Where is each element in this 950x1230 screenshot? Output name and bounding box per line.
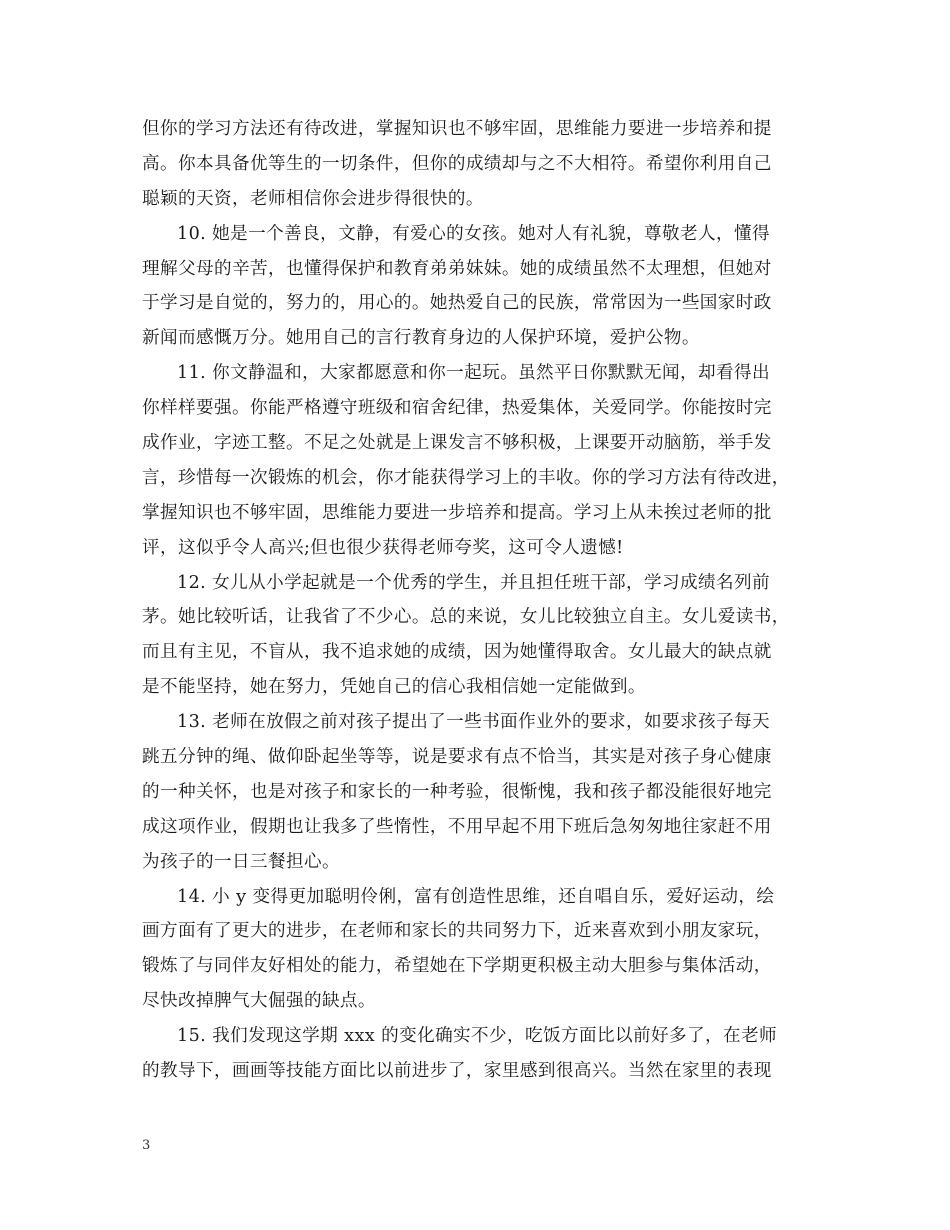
page-number: 3 [142, 1138, 151, 1153]
paragraph-line: 高。你本具备优等生的一切条件，但你的成绩却与之不大相符。希望你利用自己 [142, 153, 772, 174]
paragraph-line: 画方面有了更大的进步，在老师和家长的共同努力下，近来喜欢到小朋友家玩， [142, 921, 772, 942]
paragraph [142, 705, 812, 879]
paragraph-line: 12. 女儿从小学起就是一个优秀的学生，并且担任班干部，学习成绩名列前 [177, 572, 770, 593]
paragraph [142, 880, 812, 1020]
paragraph [142, 112, 812, 217]
paragraph-line: 而且有主见，不盲从，我不追求她的成绩，因为她懂得取舍。女儿最大的缺点就 [142, 642, 772, 663]
paragraph-line: 成作业，字迹工整。不足之处就是上课发言不够积极，上课要开动脑筋，举手发 [142, 433, 772, 454]
paragraph-line: 10. 她是一个善良，文静，有爱心的女孩。她对人有礼貌，尊敬老人，懂得 [177, 223, 770, 244]
paragraph-line: 但你的学习方法还有待改进，掌握知识也不够牢固，思维能力要进一步培养和提 [142, 119, 772, 139]
paragraph-line: 的一种关怀，也是对孩子和家长的一种考验，很惭愧，我和孩子都没能很好地完 [142, 781, 772, 802]
paragraph-line: 评，这似乎令人高兴;但也很少获得老师夸奖，这可令人遗憾! [142, 537, 624, 558]
paragraph-line: 成这项作业，假期也让我多了些惰性，不用早起不用下班后急匆匆地往家赶不用 [142, 816, 772, 837]
paragraph-line: 茅。她比较听话，让我省了不少心。总的来说，女儿比较独立自主。女儿爱读书， [142, 607, 790, 628]
paragraph-line: 13. 老师在放假之前对孩子提出了一些书面作业外的要求，如要求孩子每天 [177, 712, 770, 733]
paragraph-line: 15. 我们发现这学期 xxx 的变化确实不少，吃饭方面比以前好多了，在老师 [177, 1026, 777, 1047]
paragraph-line: 是不能坚持，她在努力，凭她自己的信心我相信她一定能做到。 [142, 677, 646, 698]
paragraph-line: 11. 你文静温和，大家都愿意和你一起玩。虽然平日你默默无闻，却看得出 [177, 363, 770, 384]
paragraph-line: 14. 小 y 变得更加聪明伶俐，富有创造性思维，还自唱自乐，爱好运动，绘 [177, 886, 775, 907]
document-body [142, 112, 812, 1089]
paragraph-line: 尽快改掉脾气大倔强的缺点。 [142, 991, 376, 1012]
paragraph [142, 356, 812, 565]
paragraph [142, 217, 812, 357]
paragraph-line: 新闻而感慨万分。她用自己的言行教育身边的人保护环境，爱护公物。 [142, 328, 700, 349]
paragraph-line: 你样样要强。你能严格遵守班级和宿舍纪律，热爱集体，关爱同学。你能按时完 [142, 398, 772, 419]
paragraph-line: 为孩子的一日三餐担心。 [142, 851, 340, 872]
paragraph-line: 的教导下，画画等技能方面比以前进步了，家里感到很高兴。当然在家里的表现 [142, 1061, 772, 1082]
paragraph-line: 聪颖的天资，老师相信你会进步得很快的。 [142, 188, 484, 209]
paragraph [142, 1019, 812, 1089]
paragraph-line: 掌握知识也不够牢固，思维能力要进一步培养和提高。学习上从未挨过老师的批 [142, 502, 772, 523]
paragraph-line: 言，珍惜每一次锻炼的机会，你才能获得学习上的丰收。你的学习方法有待改进， [142, 467, 790, 488]
paragraph-line: 于学习是自觉的，努力的，用心的。她热爱自己的民族，常常因为一些国家时政 [142, 293, 772, 314]
paragraph-line: 跳五分钟的绳、做仰卧起坐等等，说是要求有点不恰当，其实是对孩子身心健康 [142, 747, 772, 768]
paragraph-line: 锻炼了与同伴友好相处的能力，希望她在下学期更积极主动大胆参与集体活动， [142, 956, 772, 977]
paragraph-line: 理解父母的辛苦，也懂得保护和教育弟弟妹妹。她的成绩虽然不太理想，但她对 [142, 258, 772, 279]
paragraph [142, 566, 812, 706]
